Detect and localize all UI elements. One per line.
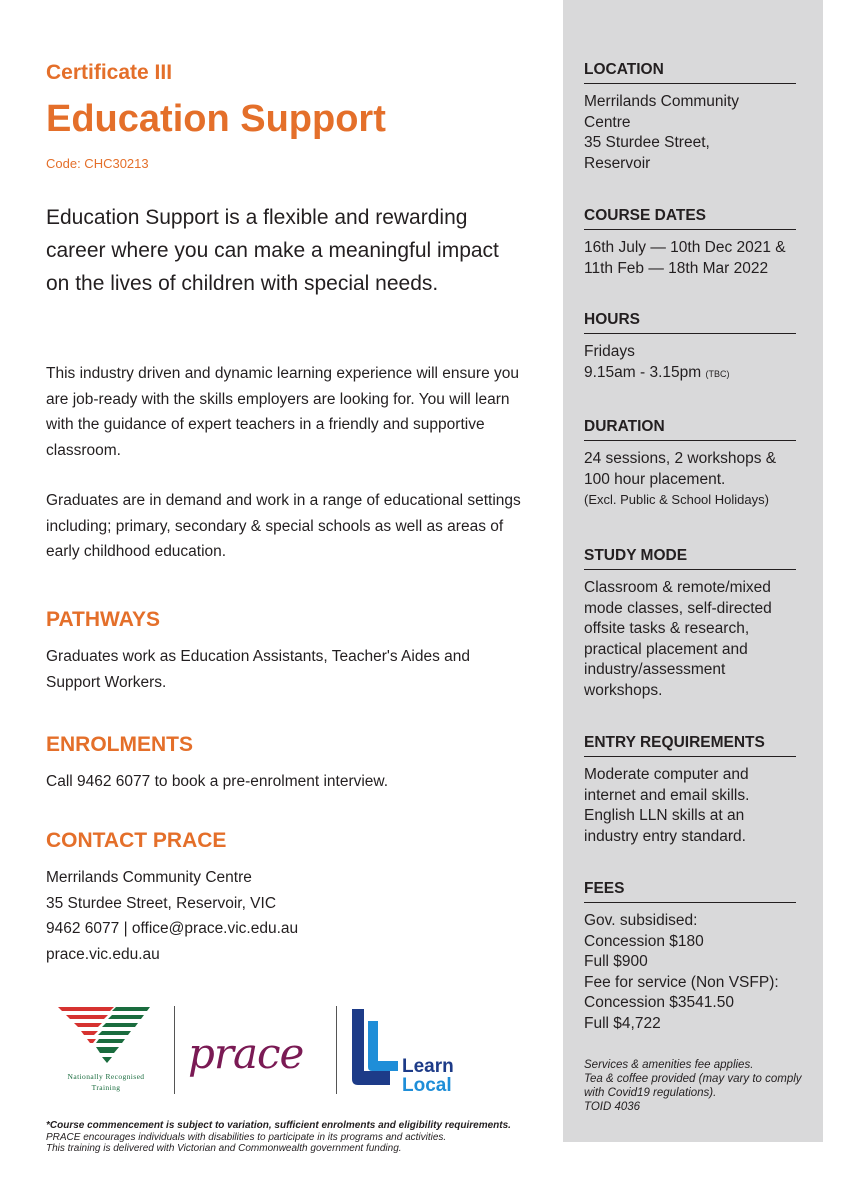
hours-section: [584, 311, 796, 384]
duration-section: [584, 418, 796, 509]
pathways-text: Graduates work as Education Assistants, Teacher's Aides and Support Workers.: [46, 648, 470, 691]
contact-address-line-1: Merrilands Community Centre: [46, 869, 252, 886]
location-section: [584, 61, 796, 174]
fees-line: Concession $3541.50: [584, 994, 734, 1011]
local-word: Local: [402, 1075, 452, 1096]
location-line: Merrilands Community: [584, 93, 740, 110]
study-mode-line: workshops.: [584, 681, 663, 699]
course-title: Education Support: [46, 98, 386, 140]
fees-body: [584, 911, 796, 1034]
intro-paragraph-2: Graduates are in demand and work in a range of educational settings including; primary, secondary & special schools as well as areas of early childhood education.: [46, 492, 521, 560]
study-mode-line: mode classes, self-directed: [584, 599, 772, 617]
hours-tbc: (TBC): [705, 368, 730, 379]
fees-line: Full $900: [584, 953, 648, 970]
entry-line: industry entry standard.: [584, 827, 746, 845]
logo-strip: [54, 1003, 504, 1098]
hours-heading: HOURS: [584, 311, 796, 334]
entry-line: internet and email skills.: [584, 786, 750, 804]
contact-details: [46, 865, 298, 967]
logo-divider: [174, 1006, 175, 1094]
entry-requirements-heading: ENTRY REQUIREMENTS: [584, 734, 796, 757]
footnote: [46, 1120, 536, 1155]
learn-local-logo: [350, 1007, 490, 1097]
nrt-caption-line-2: Training: [91, 1083, 121, 1092]
note-line-2: Tea & coffee provided (may vary to comply with Covid19 regulations).: [584, 1073, 802, 1099]
study-mode-body: [584, 578, 796, 701]
duration-note: (Excl. Public & School Holidays): [584, 492, 769, 507]
fees-line: Gov. subsidised:: [584, 912, 698, 929]
study-mode-line: Classroom & remote/mixed: [584, 579, 771, 596]
course-info-sidebar: [563, 0, 823, 1142]
hours-time: 9.15am - 3.15pm: [584, 363, 702, 381]
lead-paragraph: Education Support is a flexible and rewarding career where you can make a meaningful impact on the lives of children with special needs.: [46, 206, 499, 295]
location-heading: LOCATION: [584, 61, 796, 84]
location-line: Reservoir: [584, 154, 651, 172]
duration-line: 24 sessions, 2 workshops &: [584, 450, 777, 467]
course-dates-heading: COURSE DATES: [584, 207, 796, 230]
pathways-heading: PATHWAYS: [46, 608, 160, 631]
nrt-triangle-icon: [54, 1003, 154, 1073]
entry-requirements-section: [584, 734, 796, 847]
duration-body: [584, 449, 796, 509]
footnote-line-3: This training is delivered with Victorian and Commonwealth government funding.: [46, 1143, 402, 1154]
location-line: 35 Sturdee Street,: [584, 134, 710, 151]
course-dates-body: [584, 238, 796, 279]
learn-word: Learn: [402, 1056, 454, 1077]
contact-website-link[interactable]: prace.vic.edu.au: [46, 945, 160, 963]
enrolments-text: Call 9462 6077 to book a pre-enrolment interview.: [46, 773, 389, 790]
study-mode-section: [584, 547, 796, 701]
study-mode-line: offsite tasks & research,: [584, 620, 750, 637]
contact-heading: CONTACT PRACE: [46, 829, 227, 852]
footnote-line-2: PRACE encourages individuals with disabilities to participate in its programs and activities.: [46, 1131, 447, 1143]
intro-paragraph-1: This industry driven and dynamic learning experience will ensure you are job-ready with the skills employers are looking for. You will learn with the guidance of expert teachers in a friendly and supportive classroom.: [46, 365, 519, 459]
note-line-3: TOID 4036: [584, 1101, 641, 1113]
nrt-caption-line-1: Nationally Recognised: [67, 1072, 145, 1081]
enrolments-heading: ENROLMENTS: [46, 733, 193, 756]
location-body: [584, 92, 796, 174]
location-line: Centre: [584, 113, 631, 131]
duration-line: 100 hour placement.: [584, 470, 726, 488]
study-mode-line: practical placement and: [584, 640, 748, 658]
learn-local-mark-icon: [350, 1007, 402, 1097]
learn-local-wordmark: [402, 1057, 454, 1095]
note-line-1: Services & amenities fee applies.: [584, 1059, 754, 1071]
nrt-caption: [46, 1071, 166, 1093]
fees-line: Concession $180: [584, 932, 704, 950]
course-dates-section: [584, 207, 796, 279]
logo-divider: [336, 1006, 337, 1094]
contact-address-line-2: 35 Sturdee Street, Reservoir, VIC: [46, 894, 277, 912]
fees-line: Full $4,722: [584, 1014, 661, 1032]
course-dates-line: 16th July — 10th Dec 2021 &: [584, 239, 786, 256]
sidebar-note: [584, 1058, 804, 1114]
entry-requirements-body: [584, 765, 796, 847]
hours-body: [584, 342, 796, 384]
entry-line: English LLN skills at an: [584, 807, 745, 824]
fees-section: [584, 880, 796, 1034]
duration-heading: DURATION: [584, 418, 796, 441]
study-mode-line: industry/assessment: [584, 661, 726, 678]
course-dates-line: 11th Feb — 18th Mar 2022: [584, 259, 769, 277]
study-mode-heading: STUDY MODE: [584, 547, 796, 570]
fees-heading: FEES: [584, 880, 796, 903]
fees-line: Fee for service (Non VSFP):: [584, 973, 779, 991]
prace-logo: prace: [188, 1029, 304, 1078]
course-code: Code: CHC30213: [46, 156, 149, 171]
nationally-recognised-training-logo: [54, 1003, 154, 1098]
hours-day: Fridays: [584, 343, 635, 360]
certificate-level: Certificate III: [46, 61, 173, 84]
entry-line: Moderate computer and: [584, 766, 749, 783]
contact-phone-email[interactable]: 9462 6077 | office@prace.vic.edu.au: [46, 920, 299, 937]
footnote-line-1: *Course commencement is subject to variation, sufficient enrolments and eligibility requirements.: [46, 1120, 511, 1131]
